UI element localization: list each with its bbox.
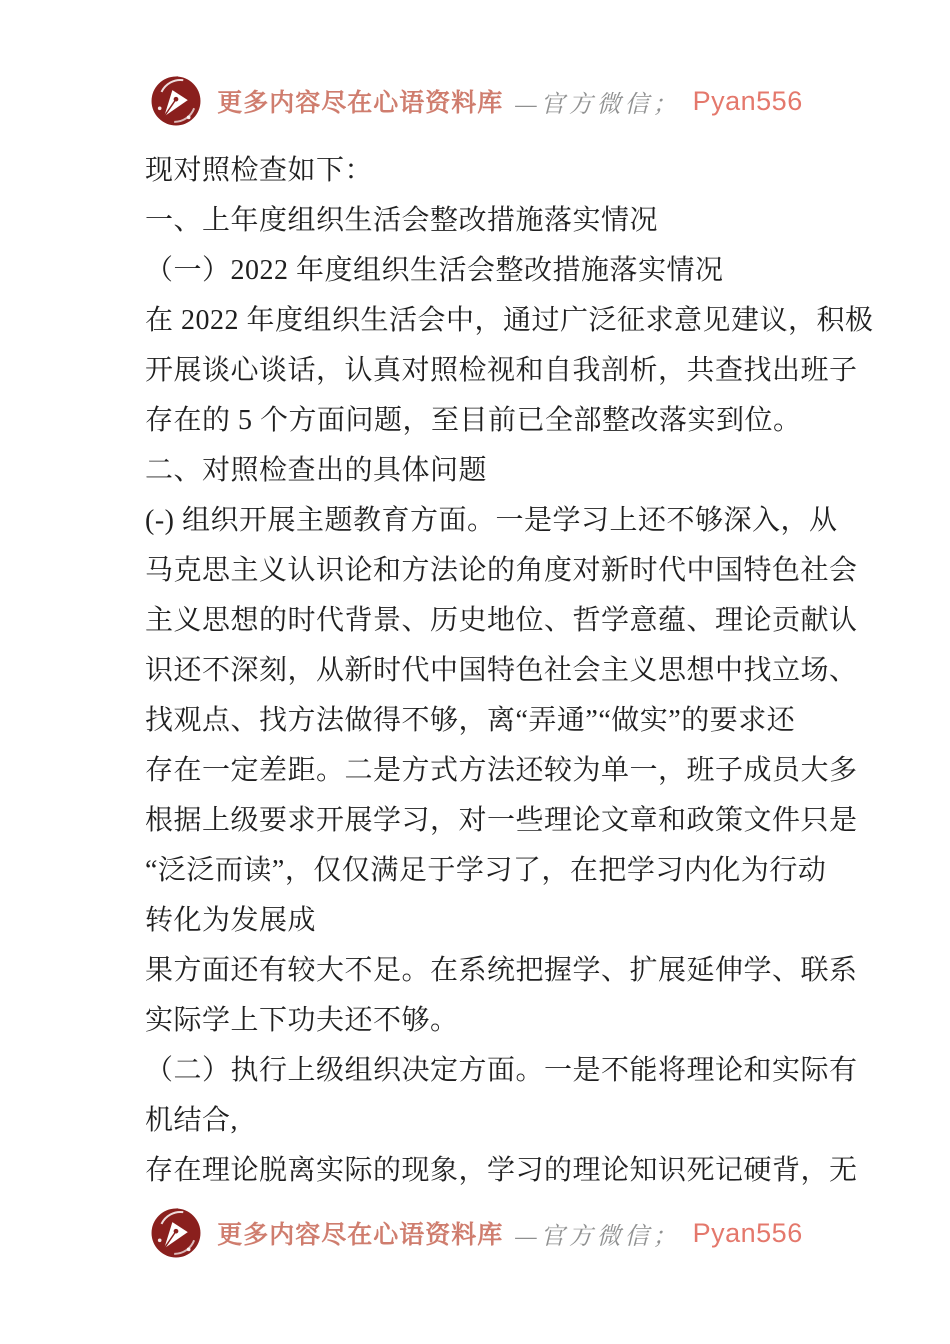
- text-line: 存在理论脱离实际的现象，学习的理论知识死记硬背，无: [145, 1155, 858, 1186]
- watermark-header: [0, 70, 950, 132]
- text-line: 找观点、找方法做得不够，离“弄通”“做实”的要求还: [145, 705, 796, 736]
- text-line: 二、对照检查出的具体问题: [145, 455, 488, 486]
- text-line: “泛泛而读”，仅仅满足于学习了，在把学习内化为行动: [145, 855, 827, 886]
- watermark-brand-text: 更多内容尽在心语资料库: [217, 1222, 504, 1249]
- text-line: 一、上年度组织生活会整改措施落实情况: [145, 205, 659, 236]
- text-line: 识还不深刻，从新时代中国特色社会主义思想中找立场、: [145, 655, 858, 686]
- watermark-footer: [0, 1202, 950, 1264]
- text-line: 在 2022 年度组织生活会中，通过广泛征求意见建议，积极: [145, 305, 874, 336]
- text-line: 存在的 5 个方面问题，至目前已全部整改落实到位。: [145, 405, 802, 436]
- text-line: 开展谈心谈话，认真对照检视和自我剖析，共查找出班子: [145, 355, 858, 386]
- pen-nib-icon: [147, 1204, 205, 1262]
- text-line: 马克思主义认识论和方法论的角度对新时代中国特色社会: [145, 555, 858, 586]
- text-line: （二）执行上级组织决定方面。一是不能将理论和实际有: [145, 1055, 858, 1086]
- text-line: 果方面还有较大不足。在系统把握学、扩展延伸学、联系: [145, 955, 858, 986]
- text-line: 机结合,: [145, 1105, 239, 1136]
- document-body: [145, 146, 874, 1196]
- text-line: 存在一定差距。二是方式方法还较为单一，班子成员大多: [145, 755, 858, 786]
- watermark-wechat-id: Pyan556: [692, 1217, 803, 1248]
- text-line: （一）2022 年度组织生活会整改措施落实情况: [145, 255, 724, 286]
- text-line: (-) 组织开展主题教育方面。一是学习上还不够深入，从: [145, 505, 838, 536]
- pen-nib-icon: [147, 72, 205, 130]
- watermark-brand-text: 更多内容尽在心语资料库: [217, 90, 504, 117]
- text-line: 主义思想的时代背景、历史地位、哲学意蕴、理论贡献认: [145, 605, 858, 636]
- watermark-label: —官方微信；: [515, 91, 681, 118]
- watermark-wechat-id: Pyan556: [692, 85, 803, 116]
- watermark-label: —官方微信；: [515, 1223, 681, 1250]
- text-line: 转化为发展成: [145, 905, 317, 936]
- text-line: 根据上级要求开展学习，对一些理论文章和政策文件只是: [145, 805, 858, 836]
- text-line: 现对照检查如下：: [145, 155, 374, 186]
- text-line: 实际学上下功夫还不够。: [145, 1005, 459, 1036]
